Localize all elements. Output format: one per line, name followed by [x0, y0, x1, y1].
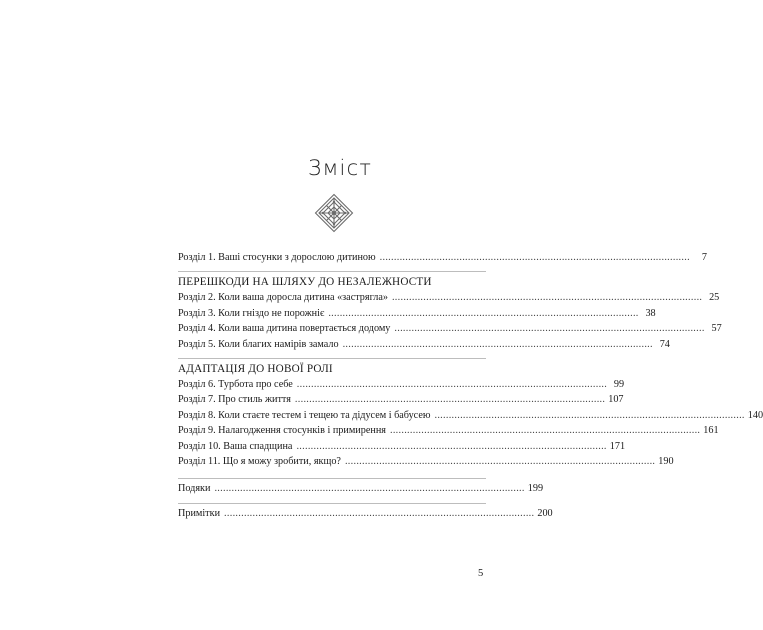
dot-leader: .............................................................................................................: [328, 307, 639, 319]
toc-entry-title: Розділ 1. Ваші стосунки з дорослою дитиною: [178, 252, 376, 263]
dot-leader: .............................................................................................................: [389, 425, 701, 437]
dot-leader: .............................................................................................................: [391, 292, 703, 304]
dot-leader: .............................................................................................................: [224, 507, 535, 519]
toc-entry-page: 107: [608, 394, 624, 406]
toc-entry-title: Розділ 10. Ваша спадщина: [178, 440, 293, 452]
toc-entry-chapter-7[interactable]: [178, 392, 624, 407]
toc-entry-page: 38: [645, 307, 656, 319]
section-heading: ПЕРЕШКОДИ НА ШЛЯХУ ДО НЕЗАЛЕЖНОСТИ: [178, 276, 432, 289]
toc-entry-chapter-4[interactable]: [178, 321, 722, 336]
toc-entry-page: 140: [747, 409, 763, 421]
toc-entry-title: Розділ 6. Турбота про себе: [178, 378, 293, 390]
toc-entry-title: Розділ 5. Коли благих намірів замало: [178, 338, 339, 350]
page-number: 5: [478, 568, 484, 579]
toc-entry-page: 190: [658, 455, 674, 467]
toc-entry-title: Примітки: [178, 507, 221, 519]
dot-leader: .............................................................................................................: [342, 338, 653, 350]
toc-entry-chapter-3[interactable]: [178, 306, 656, 321]
toc-entry-notes[interactable]: [178, 506, 553, 521]
toc-entry-page: 171: [609, 440, 626, 452]
toc-entry-page: 25: [709, 292, 720, 304]
dot-leader: .............................................................................................................: [214, 483, 525, 495]
dot-leader: .............................................................................................................: [294, 394, 606, 406]
section-divider: [178, 503, 486, 504]
toc-entry-chapter-5[interactable]: [178, 337, 670, 352]
toc-entry-page: 200: [537, 507, 553, 519]
toc-entry-page: 199: [527, 483, 544, 495]
dot-leader: .............................................................................................................: [379, 252, 690, 263]
toc-entry-page: 74: [659, 338, 670, 350]
toc-entry-chapter-6[interactable]: [178, 377, 625, 392]
toc-entry-title: Розділ 2. Коли ваша доросла дитина «застрягла»: [178, 292, 388, 304]
toc-entry-title: Розділ 3. Коли гніздо не порожніє: [178, 307, 325, 319]
toc-entry-title: Розділ 11. Що я можу зробити, якщо?: [178, 455, 341, 467]
dot-leader: .............................................................................................................: [296, 440, 607, 452]
table-of-contents: [178, 250, 763, 521]
toc-entry-title: Розділ 7. Про стиль життя: [178, 394, 291, 406]
toc-entry-page: 99: [613, 378, 625, 390]
diamond-knot-ornament-icon: [314, 193, 354, 233]
section-divider: [178, 358, 486, 359]
toc-entry-chapter-11[interactable]: [178, 454, 674, 469]
section-heading: АДАПТАЦІЯ ДО НОВОЇ РОЛІ: [178, 362, 333, 375]
toc-entry-chapter-1[interactable]: [178, 250, 707, 265]
dot-leader: .............................................................................................................: [394, 323, 705, 335]
toc-entry-page: 7: [701, 252, 707, 263]
toc-entry-acknowledgements[interactable]: [178, 481, 544, 496]
toc-entry-title: Розділ 9. Налагодження стосунків і примирення: [178, 425, 386, 437]
toc-entry-chapter-10[interactable]: [178, 439, 626, 454]
toc-entry-page: 57: [711, 323, 722, 335]
page-title: Зміст: [307, 156, 373, 180]
toc-entry-chapter-8[interactable]: [178, 408, 763, 423]
toc-entry-chapter-9[interactable]: [178, 423, 719, 438]
toc-entry-title: Подяки: [178, 483, 211, 495]
toc-entry-page: 161: [703, 425, 719, 437]
toc-entry-title: Розділ 8. Коли стаєте тестем і тещею та дідусем і бабусею: [178, 409, 431, 421]
dot-leader: .............................................................................................................: [434, 409, 745, 421]
dot-leader: .............................................................................................................: [296, 378, 608, 390]
section-divider: [178, 478, 486, 479]
toc-entry-title: Розділ 4. Коли ваша дитина повертається додому: [178, 323, 391, 335]
section-divider: [178, 271, 486, 272]
toc-entry-chapter-2[interactable]: [178, 290, 720, 305]
dot-leader: .............................................................................................................: [344, 455, 656, 467]
